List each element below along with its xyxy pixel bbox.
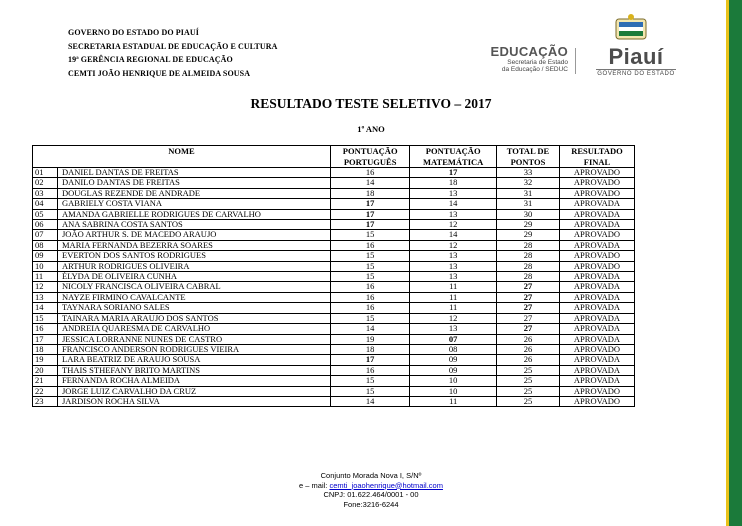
cell-number: 17 — [33, 334, 58, 344]
letterhead — [68, 26, 278, 80]
piaui-logo-word: Piauí — [608, 44, 664, 69]
cell-portugues: 17 — [331, 220, 410, 230]
cell-resultado: APROVADO — [559, 178, 634, 188]
cell-matematica: 13 — [410, 209, 497, 219]
cell-name: GABRIELY COSTA VIANA — [58, 199, 331, 209]
cell-matematica: 11 — [410, 282, 497, 292]
cell-matematica: 07 — [410, 334, 497, 344]
cell-number: 13 — [33, 292, 58, 302]
cell-number: 16 — [33, 324, 58, 334]
table-row — [33, 386, 635, 396]
table-row — [33, 251, 635, 261]
table-row — [33, 261, 635, 271]
cell-total: 29 — [497, 220, 560, 230]
cell-name: DANIEL DANTAS DE FREITAS — [58, 168, 331, 178]
cell-matematica: 12 — [410, 240, 497, 250]
footer-email-line — [0, 481, 742, 491]
cell-name: LARA BEATRIZ DE ARAUJO SOUSA — [58, 355, 331, 365]
cell-matematica: 09 — [410, 365, 497, 375]
footer-email-link[interactable]: cemti_joaohenrique@hotmail.com — [329, 480, 443, 490]
table-row — [33, 355, 635, 365]
results-table-body — [33, 168, 635, 407]
cell-name: ANDREIA QUARESMA DE CARVALHO — [58, 324, 331, 334]
table-row — [33, 344, 635, 354]
header-total-line1: TOTAL DE — [506, 146, 550, 156]
state-crest-icon — [614, 13, 648, 43]
table-header-row — [33, 146, 635, 168]
table-row — [33, 396, 635, 406]
logo-divider — [575, 48, 576, 74]
cell-resultado: APROVADO — [559, 251, 634, 261]
footer-cnpj: CNPJ: 01.622.464/0001 - 00 — [323, 490, 419, 499]
cell-name: TAYNARA SORIANO SALES — [58, 303, 331, 313]
header-portugues — [331, 146, 410, 168]
cell-total: 27 — [497, 292, 560, 302]
cell-resultado: APROVADA — [559, 324, 634, 334]
cell-number: 09 — [33, 251, 58, 261]
cell-name: NAYZE FIRMINO CAVALCANTE — [58, 292, 331, 302]
cell-matematica: 08 — [410, 344, 497, 354]
cell-matematica: 14 — [410, 199, 497, 209]
cell-number: 12 — [33, 282, 58, 292]
cell-number: 05 — [33, 209, 58, 219]
cell-resultado: APROVADA — [559, 209, 634, 219]
results-table — [32, 145, 635, 407]
cell-portugues: 15 — [331, 261, 410, 271]
cell-matematica: 13 — [410, 188, 497, 198]
cell-number: 22 — [33, 386, 58, 396]
cell-portugues: 16 — [331, 303, 410, 313]
cell-name: JESSICA LORRANNE NUNES DE CASTRO — [58, 334, 331, 344]
table-row — [33, 334, 635, 344]
seduc-logo-sub2: da Educação / SEDUC — [501, 66, 568, 73]
cell-resultado: APROVADO — [559, 261, 634, 271]
cell-matematica: 17 — [410, 168, 497, 178]
header-total — [497, 146, 560, 168]
cell-number: 06 — [33, 220, 58, 230]
cell-portugues: 15 — [331, 230, 410, 240]
cell-resultado: APROVADA — [559, 303, 634, 313]
cell-portugues: 15 — [331, 272, 410, 282]
cell-total: 26 — [497, 355, 560, 365]
letterhead-line-4: CEMTI JOÃO HENRIQUE DE ALMEIDA SOUSA — [68, 68, 251, 78]
cell-name: JORGE LUIZ CARVALHO DA CRUZ — [58, 386, 331, 396]
cell-matematica: 11 — [410, 292, 497, 302]
seduc-logo-sub1: Secretaria de Estado — [507, 59, 568, 66]
page-title: RESULTADO TESTE SELETIVO – 2017 — [250, 96, 492, 111]
cell-matematica: 13 — [410, 324, 497, 334]
cell-number: 21 — [33, 376, 58, 386]
cell-total: 25 — [497, 386, 560, 396]
cell-resultado: APROVADO — [559, 230, 634, 240]
footer-email-label: e – mail: — [299, 480, 330, 490]
table-row — [33, 365, 635, 375]
cell-number: 03 — [33, 188, 58, 198]
cell-matematica: 13 — [410, 251, 497, 261]
table-row — [33, 376, 635, 386]
piaui-logo — [590, 46, 682, 77]
cell-number: 02 — [33, 178, 58, 188]
cell-number: 20 — [33, 365, 58, 375]
cell-resultado: APROVADA — [559, 240, 634, 250]
table-row — [33, 313, 635, 323]
cell-portugues: 17 — [331, 209, 410, 219]
cell-number: 07 — [33, 230, 58, 240]
header-nome: NOME — [33, 146, 331, 168]
cell-name: ÉLYDA DE OLIVEIRA CUNHA — [58, 272, 331, 282]
decorative-green-sidebar — [729, 0, 742, 526]
cell-number: 14 — [33, 303, 58, 313]
cell-resultado: APROVADA — [559, 282, 634, 292]
cell-resultado: APROVADA — [559, 334, 634, 344]
cell-portugues: 15 — [331, 386, 410, 396]
cell-matematica: 18 — [410, 178, 497, 188]
cell-total: 26 — [497, 334, 560, 344]
cell-matematica: 14 — [410, 230, 497, 240]
cell-name: FERNANDA ROCHA ALMEIDA — [58, 376, 331, 386]
table-row — [33, 240, 635, 250]
header-matematica-line1: PONTUAÇÃO — [425, 146, 481, 156]
letterhead-line-1: GOVERNO DO ESTADO DO PIAUÍ — [68, 28, 199, 37]
cell-name: DOUGLAS REZENDE DE ANDRADE — [58, 188, 331, 198]
cell-matematica: 13 — [410, 272, 497, 282]
table-row — [33, 292, 635, 302]
cell-resultado: APROVADO — [559, 396, 634, 406]
cell-resultado: APROVADO — [559, 168, 634, 178]
cell-name: FRANCISCO ANDERSON RODRIGUES VIEIRA — [58, 344, 331, 354]
cell-portugues: 17 — [331, 199, 410, 209]
letterhead-line-2: SECRETARIA ESTADUAL DE EDUCAÇÃO E CULTURA — [68, 41, 278, 51]
cell-total: 28 — [497, 240, 560, 250]
cell-portugues: 14 — [331, 396, 410, 406]
cell-total: 33 — [497, 168, 560, 178]
cell-name: ARTHUR RODRIGUES OLIVEIRA — [58, 261, 331, 271]
cell-matematica: 09 — [410, 355, 497, 365]
cell-total: 27 — [497, 303, 560, 313]
cell-total: 26 — [497, 344, 560, 354]
cell-matematica: 13 — [410, 261, 497, 271]
cell-total: 30 — [497, 209, 560, 219]
table-row — [33, 209, 635, 219]
cell-resultado: APROVADA — [559, 292, 634, 302]
cell-name: NICOLY FRANCISCA OLIVEIRA CABRAL — [58, 282, 331, 292]
footer — [0, 471, 742, 509]
cell-resultado: APROVADA — [559, 376, 634, 386]
header-portugues-line1: PONTUAÇÃO — [342, 146, 398, 156]
cell-total: 25 — [497, 376, 560, 386]
table-row — [33, 282, 635, 292]
footer-address: Conjunto Morada Nova I, S/Nº — [320, 471, 422, 480]
cell-matematica: 10 — [410, 376, 497, 386]
cell-number: 15 — [33, 313, 58, 323]
cell-number: 11 — [33, 272, 58, 282]
cell-name: JOÃO ARTHUR S. DE MACEDO ARAUJO — [58, 230, 331, 240]
cell-name: THAIS STHEFANY BRITO MARTINS — [58, 365, 331, 375]
cell-name: DANILO DANTAS DE FREITAS — [58, 178, 331, 188]
page-subtitle: 1º ANO — [357, 124, 385, 134]
cell-name: TAINARA MARIA ARAUJO DOS SANTOS — [58, 313, 331, 323]
table-row — [33, 303, 635, 313]
seduc-logo-title: EDUCAÇÃO — [490, 44, 568, 59]
cell-total: 31 — [497, 188, 560, 198]
cell-portugues: 18 — [331, 344, 410, 354]
cell-resultado: APROVADA — [559, 199, 634, 209]
cell-total: 28 — [497, 261, 560, 271]
cell-portugues: 16 — [331, 292, 410, 302]
cell-number: 08 — [33, 240, 58, 250]
cell-name: ANA SABRINA COSTA SANTOS — [58, 220, 331, 230]
cell-portugues: 15 — [331, 376, 410, 386]
table-row — [33, 220, 635, 230]
cell-total: 28 — [497, 272, 560, 282]
cell-resultado: APROVADA — [559, 365, 634, 375]
cell-matematica: 11 — [410, 396, 497, 406]
cell-name: EVERTON DOS SANTOS RODRIGUES — [58, 251, 331, 261]
cell-total: 31 — [497, 199, 560, 209]
cell-number: 10 — [33, 261, 58, 271]
header-resultado — [559, 146, 634, 168]
cell-portugues: 16 — [331, 240, 410, 250]
cell-number: 01 — [33, 168, 58, 178]
letterhead-line-3: 19ª GERÊNCIA REGIONAL DE EDUCAÇÃO — [68, 55, 233, 65]
cell-portugues: 15 — [331, 313, 410, 323]
cell-portugues: 19 — [331, 334, 410, 344]
cell-name: JARDISON ROCHA SILVA — [58, 396, 331, 406]
cell-total: 32 — [497, 178, 560, 188]
cell-portugues: 16 — [331, 282, 410, 292]
cell-matematica: 11 — [410, 303, 497, 313]
header-resultado-line2: FINAL — [583, 156, 611, 167]
cell-number: 19 — [33, 355, 58, 365]
cell-total: 27 — [497, 324, 560, 334]
cell-name: AMANDA GABRIELLE RODRIGUES DE CARVALHO — [58, 209, 331, 219]
seduc-logo — [478, 44, 568, 73]
cell-portugues: 14 — [331, 324, 410, 334]
table-row — [33, 188, 635, 198]
cell-portugues: 16 — [331, 168, 410, 178]
table-row — [33, 324, 635, 334]
cell-number: 04 — [33, 199, 58, 209]
cell-portugues: 17 — [331, 355, 410, 365]
cell-portugues: 15 — [331, 251, 410, 261]
cell-portugues: 14 — [331, 178, 410, 188]
footer-phone: Fone:3216-6244 — [343, 499, 399, 509]
cell-name: MARIA FERNANDA BEZERRA SOARES — [58, 240, 331, 250]
header-total-line2: PONTOS — [510, 156, 546, 167]
cell-total: 29 — [497, 230, 560, 240]
cell-total: 28 — [497, 251, 560, 261]
cell-total: 25 — [497, 365, 560, 375]
cell-resultado: APROVADA — [559, 313, 634, 323]
cell-total: 25 — [497, 396, 560, 406]
cell-resultado: APROVADA — [559, 272, 634, 282]
piaui-logo-sub: GOVERNO DO ESTADO — [597, 71, 675, 77]
cell-resultado: APROVADO — [559, 386, 634, 396]
cell-portugues: 18 — [331, 188, 410, 198]
cell-resultado: APROVADA — [559, 220, 634, 230]
cell-matematica: 12 — [410, 220, 497, 230]
table-row — [33, 178, 635, 188]
cell-resultado: APROVADA — [559, 355, 634, 365]
cell-total: 27 — [497, 313, 560, 323]
header-portugues-line2: PORTUGUÊS — [343, 156, 397, 167]
header-matematica-line2: MATEMÁTICA — [423, 156, 484, 167]
header-resultado-line1: RESULTADO — [571, 146, 623, 156]
table-row — [33, 168, 635, 178]
cell-portugues: 16 — [331, 365, 410, 375]
header-matematica — [410, 146, 497, 168]
table-row — [33, 230, 635, 240]
cell-number: 23 — [33, 396, 58, 406]
cell-number: 18 — [33, 344, 58, 354]
cell-total: 27 — [497, 282, 560, 292]
table-row — [33, 199, 635, 209]
cell-matematica: 10 — [410, 386, 497, 396]
cell-resultado: APROVADO — [559, 344, 634, 354]
cell-resultado: APROVADO — [559, 188, 634, 198]
cell-matematica: 12 — [410, 313, 497, 323]
table-row — [33, 272, 635, 282]
